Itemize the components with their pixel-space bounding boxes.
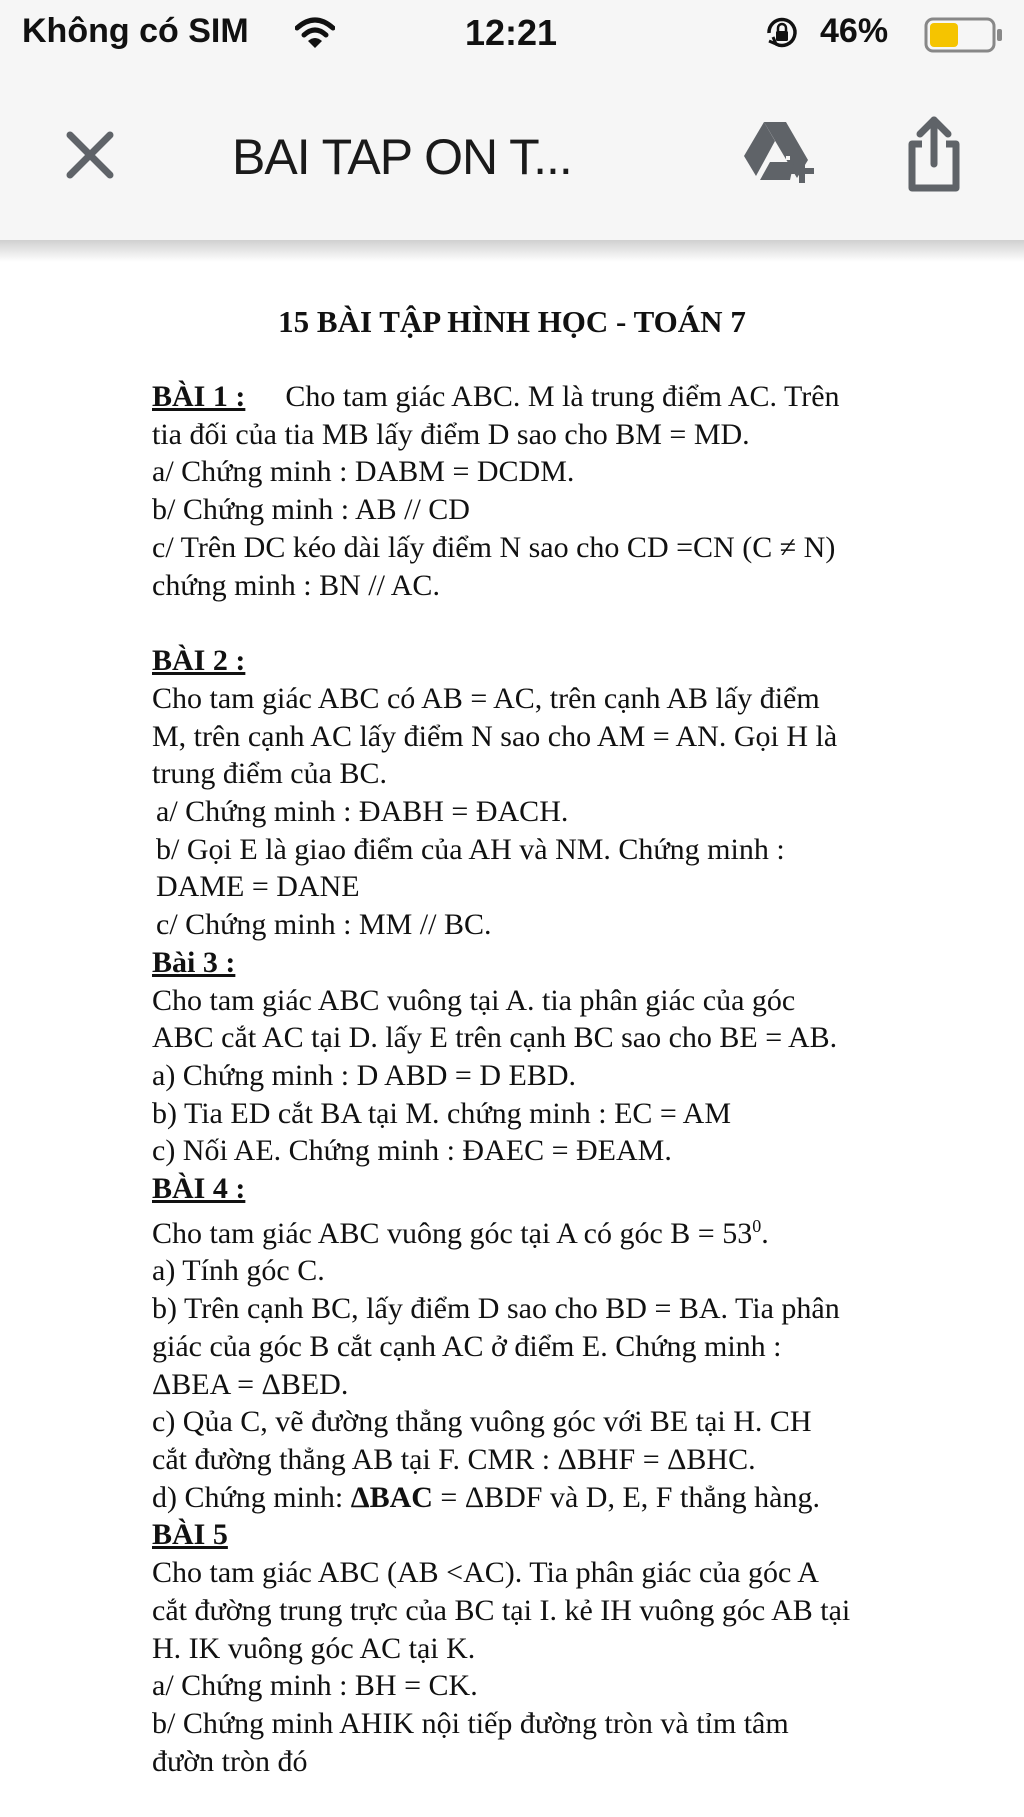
exercise-2-text: Cho tam giác ABC có AB = AC, trên cạnh AB lấy điểm bbox=[152, 681, 820, 715]
exercise-5-text: cắt đường trung trực của BC tại I. kẻ IH vuông góc AB tại bbox=[152, 1593, 851, 1627]
exercise-4-text: giác của góc B cắt cạnh AC ở điểm E. Chứng minh : bbox=[152, 1329, 782, 1363]
exercise-3-text: c) Nối AE. Chứng minh : ĐAEC = ĐEAM. bbox=[152, 1134, 672, 1168]
status-bar bbox=[0, 0, 1024, 70]
exercise-1-text: Cho tam giác ABC. M là trung điểm AC. Trên bbox=[285, 380, 840, 413]
add-to-drive-button[interactable] bbox=[742, 118, 818, 190]
rotation-lock-icon bbox=[763, 14, 801, 57]
exercise-4-text-part: . bbox=[761, 1216, 769, 1250]
exercise-4-text-part: = ΔBDF và D, E, F thẳng hàng. bbox=[432, 1480, 820, 1514]
exercise-4-text-part: d) Chứng minh: bbox=[152, 1480, 351, 1514]
carrier-label: Không có SIM bbox=[22, 12, 249, 50]
share-button[interactable] bbox=[902, 114, 966, 194]
toolbar-shadow bbox=[0, 240, 1024, 262]
exercise-1-line bbox=[152, 378, 952, 416]
degree-superscript: 0 bbox=[752, 1215, 762, 1236]
exercise-2-text: trung điểm của BC. bbox=[152, 757, 387, 791]
exercise-1-text: tia đối của tia MB lấy điểm D sao cho BM = MD. bbox=[152, 417, 750, 451]
exercise-4-text bbox=[152, 1208, 952, 1253]
exercise-3-text: ABC cắt AC tại D. lấy E trên cạnh BC sao cho BE = AB. bbox=[152, 1021, 838, 1055]
exercise-3-text: a) Chứng minh : D ABD = D EBD. bbox=[152, 1058, 577, 1092]
exercise-5-text: đườn tròn đó bbox=[152, 1744, 308, 1778]
exercise-3-text: Cho tam giác ABC vuông tại A. tia phân giác của góc bbox=[152, 983, 796, 1017]
exercise-4-text: b) Trên cạnh BC, lấy điểm D sao cho BD = BA. Tia phân bbox=[152, 1292, 840, 1326]
exercise-2-heading: BÀI 2 : bbox=[152, 644, 246, 678]
exercise-2-text: DAME = DANE bbox=[156, 870, 360, 904]
exercise-1-text: b/ Chứng minh : AB // CD bbox=[152, 493, 470, 527]
close-icon bbox=[60, 125, 120, 185]
exercise-5-text: b/ Chứng minh AHIK nội tiếp đường tròn và tỉm tâm bbox=[152, 1706, 789, 1740]
document-body bbox=[152, 378, 952, 1780]
exercise-2-text: M, trên cạnh AC lấy điểm N sao cho AM = AN. Gọi H là bbox=[152, 719, 838, 753]
exercise-5-heading: BÀI 5 bbox=[152, 1518, 228, 1552]
exercise-1-text: a/ Chứng minh : DABM = DCDM. bbox=[152, 455, 575, 489]
exercise-1-text: chứng minh : BN // AC. bbox=[152, 568, 440, 602]
document-title: BAI TAP ON T... bbox=[232, 129, 572, 185]
exercise-5-text: a/ Chứng minh : BH = CK. bbox=[152, 1669, 478, 1703]
wifi-icon bbox=[295, 16, 335, 55]
clock: 12:21 bbox=[465, 12, 558, 53]
exercise-4-text-bold: ΔBAC bbox=[350, 1480, 433, 1514]
battery-icon bbox=[924, 16, 1004, 59]
page-title: 15 BÀI TẬP HÌNH HỌC - TOÁN 7 bbox=[278, 304, 746, 339]
exercise-2-text: c/ Chứng minh : MM // BC. bbox=[156, 908, 492, 942]
exercise-2-text: a/ Chứng minh : ĐABH = ĐACH. bbox=[156, 795, 569, 829]
exercise-2-text: b/ Gọi E là giao điểm của AH và NM. Chứng minh : bbox=[156, 832, 785, 866]
close-button[interactable] bbox=[60, 125, 120, 185]
viewer-toolbar bbox=[0, 70, 1024, 240]
document-page[interactable] bbox=[0, 262, 1024, 1817]
exercise-4-text: ΔBEA = ΔBED. bbox=[152, 1367, 349, 1401]
battery-percent: 46% bbox=[820, 12, 889, 50]
exercise-4-text: c) Qủa C, vẽ đường thẳng vuông góc với BE tại H. CH bbox=[152, 1405, 812, 1439]
exercise-3-heading: Bài 3 : bbox=[152, 945, 236, 979]
google-drive-add-icon bbox=[742, 118, 818, 190]
exercise-4-heading: BÀI 4 : bbox=[152, 1172, 246, 1206]
exercise-5-text: H. IK vuông góc AC tại K. bbox=[152, 1631, 476, 1665]
exercise-1-text: c/ Trên DC kéo dài lấy điểm N sao cho CD =CN (C ≠ N) bbox=[152, 530, 836, 564]
exercise-4-text-part: Cho tam giác ABC vuông góc tại A có góc B = 53 bbox=[152, 1216, 753, 1250]
exercise-4-text: a) Tính góc C. bbox=[152, 1254, 325, 1288]
exercise-3-text: b) Tia ED cắt BA tại M. chứng minh : EC = AM bbox=[152, 1096, 732, 1130]
exercise-5-text: Cho tam giác ABC (AB <AC). Tia phân giác của góc A bbox=[152, 1556, 819, 1590]
exercise-4-text bbox=[152, 1479, 952, 1517]
exercise-4-text: cắt đường thẳng AB tại F. CMR : ΔBHF = ΔBHC. bbox=[152, 1442, 756, 1476]
exercise-1-heading: BÀI 1 : bbox=[152, 380, 246, 413]
share-icon bbox=[902, 114, 966, 194]
